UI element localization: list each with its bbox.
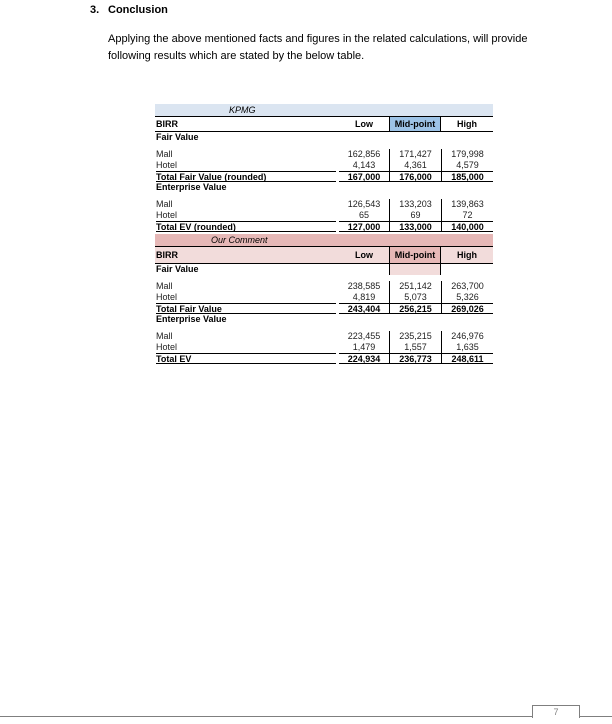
table-row: Mall 162,856 171,427 179,998 <box>155 149 493 160</box>
comment-enterprise-value-heading: Enterprise Value <box>156 314 227 324</box>
table-row: Hotel 1,479 1,557 1,635 <box>155 342 493 353</box>
page-number: 7 <box>532 705 580 718</box>
comment-header-row <box>155 246 493 264</box>
intro-paragraph: Applying the above mentioned facts and figures in the related calculations, will provide following results which are stated by the below table. <box>108 33 528 62</box>
comment-fair-value-total-row: Total Fair Value 243,404 256,215 269,026 <box>155 303 493 314</box>
footer-rule <box>0 716 612 717</box>
comment-mid-header: Mid-point <box>389 247 441 263</box>
kpmg-header-row <box>155 116 493 132</box>
section-number: 3. <box>90 4 100 16</box>
valuation-table <box>155 104 493 364</box>
comment-high-header: High <box>457 250 477 260</box>
comment-fair-value-heading: Fair Value <box>155 264 493 275</box>
kpmg-title: KPMG <box>229 105 256 115</box>
comment-ev-total-row: Total EV 224,934 236,773 248,611 <box>155 353 493 364</box>
table-row: Mall 223,455 235,215 246,976 <box>155 331 493 342</box>
comment-title: Our Comment <box>211 235 268 245</box>
comment-currency-label: BIRR <box>156 250 178 260</box>
section-heading <box>90 4 168 16</box>
table-row: Hotel 4,819 5,073 5,326 <box>155 292 493 303</box>
kpmg-ev-total-row: Total EV (rounded) 127,000 133,000 140,000 <box>155 221 493 232</box>
comment-title-row <box>155 234 493 246</box>
kpmg-enterprise-value-heading: Enterprise Value <box>156 182 227 192</box>
kpmg-mid-header: Mid-point <box>389 117 441 131</box>
kpmg-fair-value-heading: Fair Value <box>156 132 199 142</box>
kpmg-low-header: Low <box>355 119 373 129</box>
table-row: Mall 126,543 133,203 139,863 <box>155 199 493 210</box>
comment-low-header: Low <box>355 250 373 260</box>
section-title: Conclusion <box>108 4 168 16</box>
kpmg-currency-label: BIRR <box>156 119 178 129</box>
table-row: Hotel 65 69 72 <box>155 210 493 221</box>
kpmg-high-header: High <box>457 119 477 129</box>
kpmg-fair-value-total-row: Total Fair Value (rounded) 167,000 176,000 185,000 <box>155 171 493 182</box>
kpmg-title-row <box>155 104 493 116</box>
table-row: Hotel 4,143 4,361 4,579 <box>155 160 493 171</box>
table-row: Mall 238,585 251,142 263,700 <box>155 281 493 292</box>
